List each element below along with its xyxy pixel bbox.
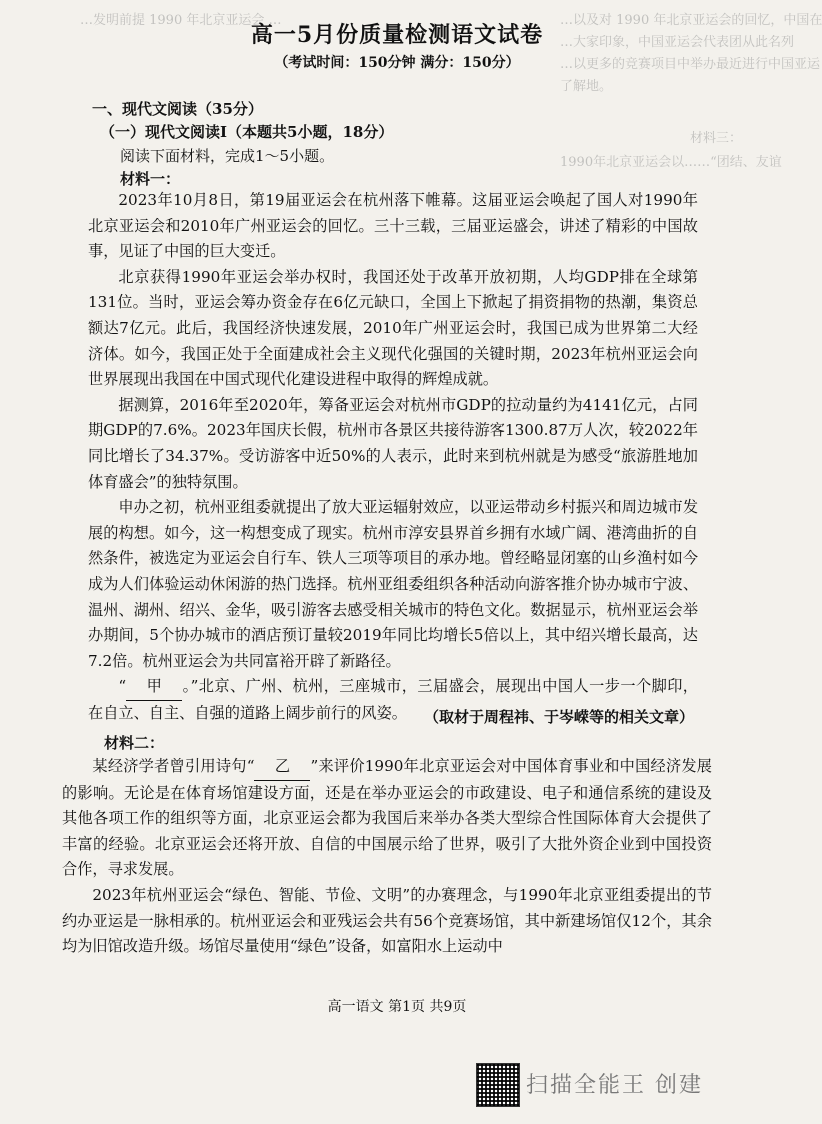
exam-subtitle: （考试时间：150分钟 满分：150分） [274,55,520,71]
exam-title: 高一5月份质量检测语文试卷 [250,22,544,48]
scanner-watermark: 扫描全能王 创建 [526,1073,703,1098]
open-quote: “ [118,677,127,696]
bleed-through-text-mid-right-2: 1990年北京亚运会以……“团结、友谊 [560,155,782,170]
instruction: 阅读下面材料，完成1～5小题。 [120,147,335,165]
material2-p1-post: ”来评价1990年北京亚运会对中国体育事业和中国经济发展的影响。无论是在体育场馆建设方面，还是在举办亚运会的市政建设、电子和通信系统的建设及其他各项工作的组织等方面，北京亚运会都为我国后来举办各类大型综合性国际体育大会提供了丰富的经验。北京亚运会还将开放、自信的中国展示给了世界，吸引了大批外资企业到中国投资合作，寻求发展。 [62,757,712,879]
material1-paragraph: 据测算，2016年至2020年，筹备亚运会对杭州市GDP的拉动量约为4141亿元，占同期GDP的7.6%。2023年国庆长假，杭州市各景区共接待游客1300.87万人次，较2022年同比增长了34.37%。受访游客中近50%的人表示，此时来到杭州就是为感受“旅游胜地加体育盛会”的独特氛围。 [88,395,698,491]
qr-code-icon [476,1063,520,1107]
material1-paragraph: 申办之初，杭州亚组委就提出了放大亚运辐射效应，以亚运带动乡村振兴和周边城市发展的构想。如今，这一构想变成了现实。杭州市淳安县界首乡拥有水域广阔、港湾曲折的自然条件，被选定为亚运会自行车、铁人三项等项目的承办地。曾经略显闭塞的山乡渔村如今成为人们体验运动休闲游的热门选择。杭州亚组委组织各种活动向游客推介协办城市宁波、温州、湖州、绍兴、金华，吸引游客去感受相关城市的特色文化。数据显示，杭州亚运会举办期间，5个协办城市的酒店预订量较2019年同比均增长5倍以上，其中绍兴增长最高，达7.2倍。杭州亚运会为共同富裕开辟了新路径。 [88,498,698,670]
material2-paragraph: 2023年杭州亚运会“绿色、智能、节俭、文明”的办赛理念，与1990年北京亚组委提出的节约办亚运是一脉相承的。杭州亚运会和亚残运会共有56个竞赛场馆，其中新建场馆仅12个，其余均为旧馆改造升级。场馆尽量使用“绿色”设备，如富阳水上运动中 [62,885,712,956]
material2-paragraph [62,754,712,883]
bleed-through-text-top-left: …发明前提 1990 年北京亚运会 … [80,13,282,28]
material1-label: 材料一： [120,170,181,188]
material1-paragraph: 北京获得1990年亚运会举办权时，我国还处于改革开放初期，人均GDP排在全球第131位。当时，亚运会筹办资金存在6亿元缺口，全国上下掀起了捐资捐物的热潮，集资总额达7亿元。此后，我国经济快速发展，2010年广州亚运会时，我国已成为世界第二大经济体。如今，我国正处于全面建成社会主义现代化强国的关键时期，2023年杭州亚运会向世界展现出我国在中国式现代化建设进程中取得的辉煌成就。 [88,267,698,389]
bleed-through-text-top-right-2: …大家印象，中国亚运会代表团从此名列 [560,35,795,50]
material2-label: 材料二： [104,734,165,752]
section-heading: 一、现代文阅读（35分） [92,100,263,118]
closing-text: 。”北京、广州、杭州，三座城市，三届盛会，展现出中国人一步一个脚印，在自立、自主、自强的道路上阔步前行的风姿。 [88,677,698,722]
blank-yi: 乙 [254,754,310,781]
bleed-through-text-top-right-1: …以及对 1990 年北京亚运会的回忆，中国在 [560,13,822,28]
page-footer: 高一语文 第1页 共9页 [327,999,467,1015]
material1-paragraph: 2023年10月8日，第19届亚运会在杭州落下帷幕。这届亚运会唤起了国人对1990年北京亚运会和2010年广州亚运会的回忆。三十三载，三届亚运盛会，讲述了精彩的中国故事，见证了中国的巨大变迁。 [88,191,698,261]
bleed-through-text-mid-right: 材料三： [690,131,743,146]
sub-section-heading: （一）现代文阅读Ⅰ（本题共5小题，18分） [100,123,394,141]
material1-source: （取材于周程祎、于岑嵘等的相关文章） [423,708,694,726]
bleed-through-text-top-right-3: …以更多的竞赛项目中举办最近进行中国亚运 [560,57,821,72]
material1-body [88,188,698,726]
material2-body [62,754,712,960]
blank-jia: 甲 [126,674,182,701]
bleed-through-text-top-right-4: 了解地。 [560,79,613,94]
material2-p1-pre: 某经济学者曾引用诗句“ [92,757,255,775]
